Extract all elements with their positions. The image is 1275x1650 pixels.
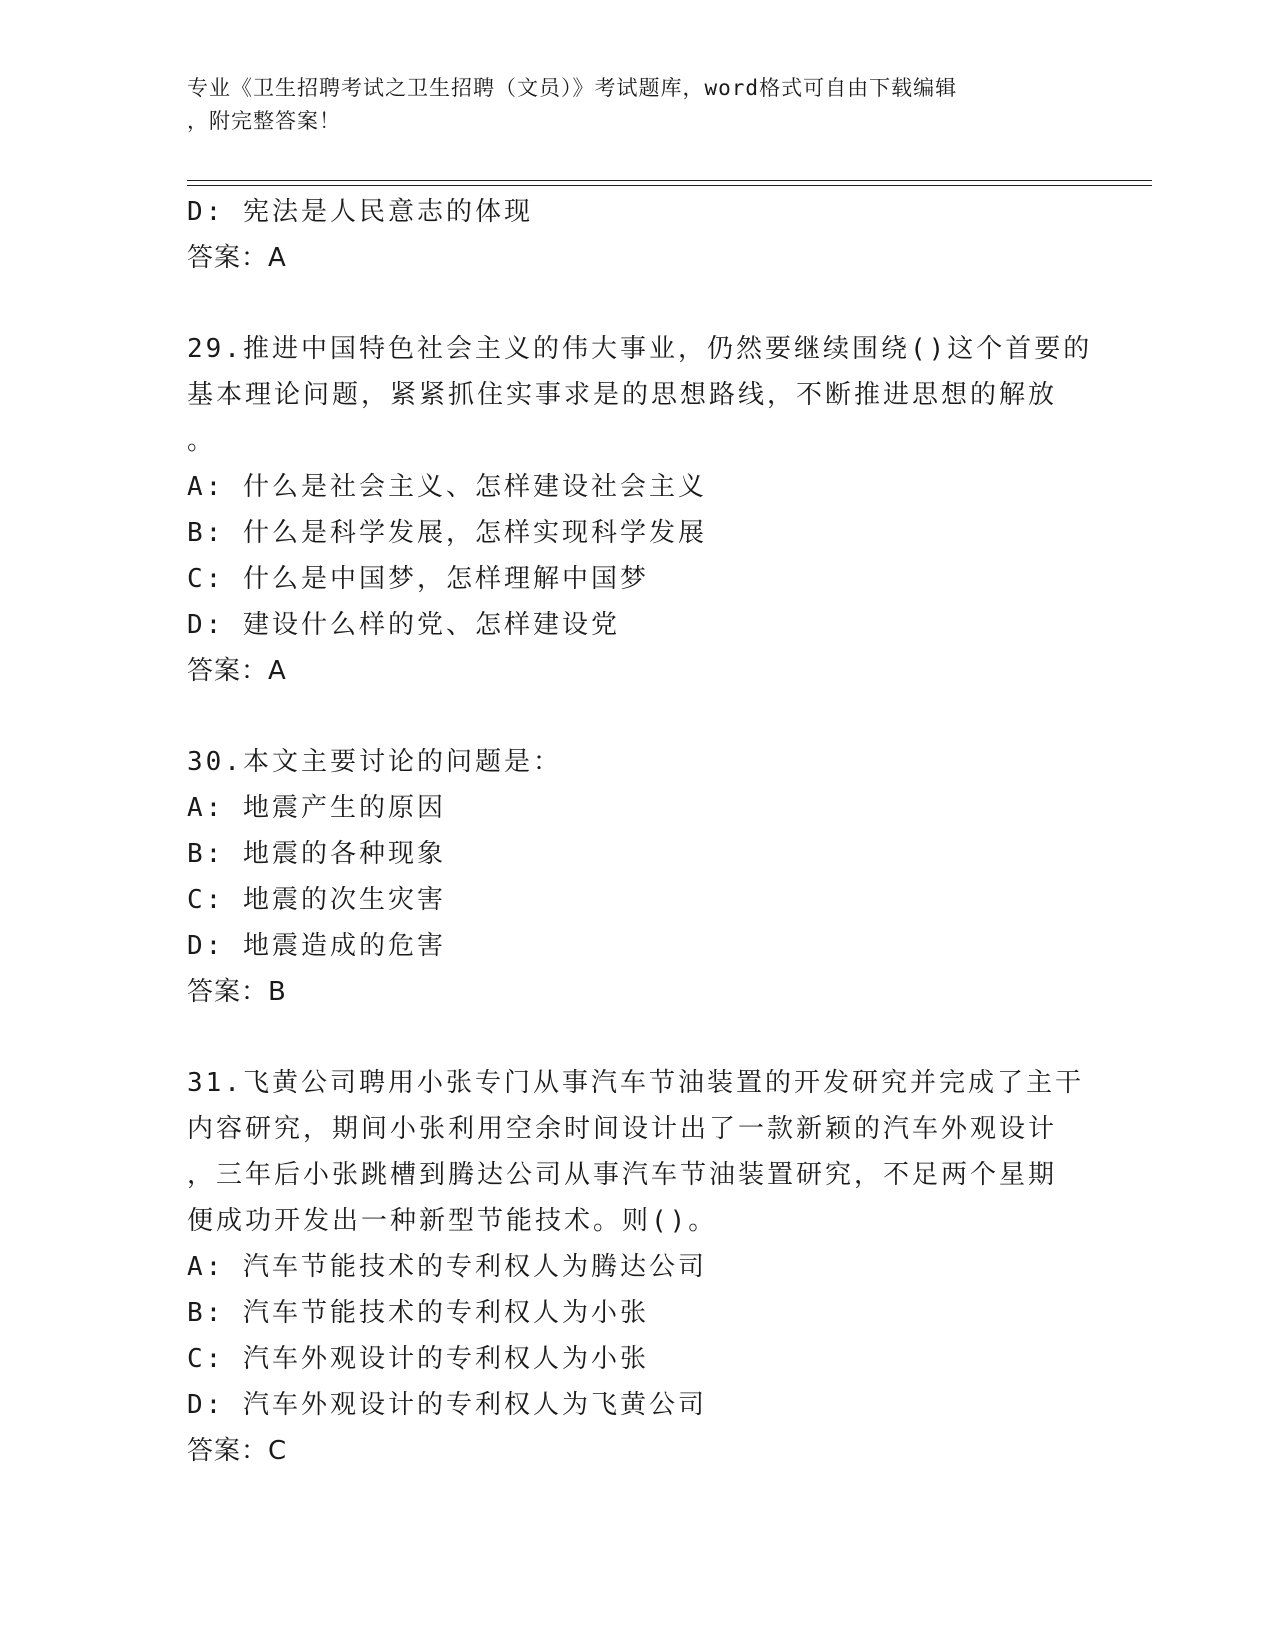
question-content xyxy=(187,189,1093,1474)
question-29-stem-line: 。 xyxy=(187,426,217,456)
question-30 xyxy=(187,739,1087,1015)
header-divider-top xyxy=(187,180,1152,181)
question-31-stem-line: 内容研究，期间小张利用空余时间设计出了一款新颖的汽车外观设计 xyxy=(187,1114,1058,1144)
header-line-2: ，附完整答案！ xyxy=(187,109,341,133)
question-31-option-d: D: 汽车外观设计的专利权人为飞黄公司 xyxy=(187,1390,707,1420)
question-31-option-b: B: 汽车节能技术的专利权人为小张 xyxy=(187,1298,649,1328)
header-divider-bottom xyxy=(187,185,1152,186)
question-29-answer: 答案：A xyxy=(187,656,287,686)
question-30-option-a: A: 地震产生的原因 xyxy=(187,793,446,823)
prev-option-d: D: 宪法是人民意志的体现 xyxy=(187,197,533,227)
question-31-stem-line: 便成功开发出一种新型节能技术。则()。 xyxy=(187,1206,718,1236)
question-29-stem-line: 基本理论问题，紧紧抓住实事求是的思想路线，不断推进思想的解放 xyxy=(187,380,1058,410)
question-30-option-c: C: 地震的次生灾害 xyxy=(187,885,446,915)
question-30-option-b: B: 地震的各种现象 xyxy=(187,839,446,869)
prev-answer: 答案：A xyxy=(187,243,287,273)
header-line-1: 专业《卫生招聘考试之卫生招聘（文员）》考试题库，word格式可自由下载编辑 xyxy=(187,76,958,100)
question-30-answer: 答案：B xyxy=(187,977,287,1007)
question-31 xyxy=(187,1060,1087,1474)
question-31-option-c: C: 汽车外观设计的专利权人为小张 xyxy=(187,1344,649,1374)
question-31-stem-line: 31.飞黄公司聘用小张专门从事汽车节油装置的开发研究并完成了主干 xyxy=(187,1068,1084,1098)
question-30-option-d: D: 地震造成的危害 xyxy=(187,931,446,961)
question-29-option-d: D: 建设什么样的党、怎样建设党 xyxy=(187,610,620,640)
question-29 xyxy=(187,326,1093,694)
document-header xyxy=(187,72,1077,138)
question-30-stem-line: 30.本文主要讨论的问题是： xyxy=(187,747,562,777)
question-29-stem-line: 29.推进中国特色社会主义的伟大事业，仍然要继续围绕()这个首要的 xyxy=(187,334,1093,364)
question-29-option-b: B: 什么是科学发展，怎样实现科学发展 xyxy=(187,518,707,548)
question-29-option-a: A: 什么是社会主义、怎样建设社会主义 xyxy=(187,472,707,502)
question-31-option-a: A: 汽车节能技术的专利权人为腾达公司 xyxy=(187,1252,707,1282)
question-31-answer: 答案：C xyxy=(187,1436,288,1466)
question-29-option-c: C: 什么是中国梦，怎样理解中国梦 xyxy=(187,564,649,594)
question-31-stem-line: ，三年后小张跳槽到腾达公司从事汽车节油装置研究，不足两个星期 xyxy=(187,1160,1058,1190)
